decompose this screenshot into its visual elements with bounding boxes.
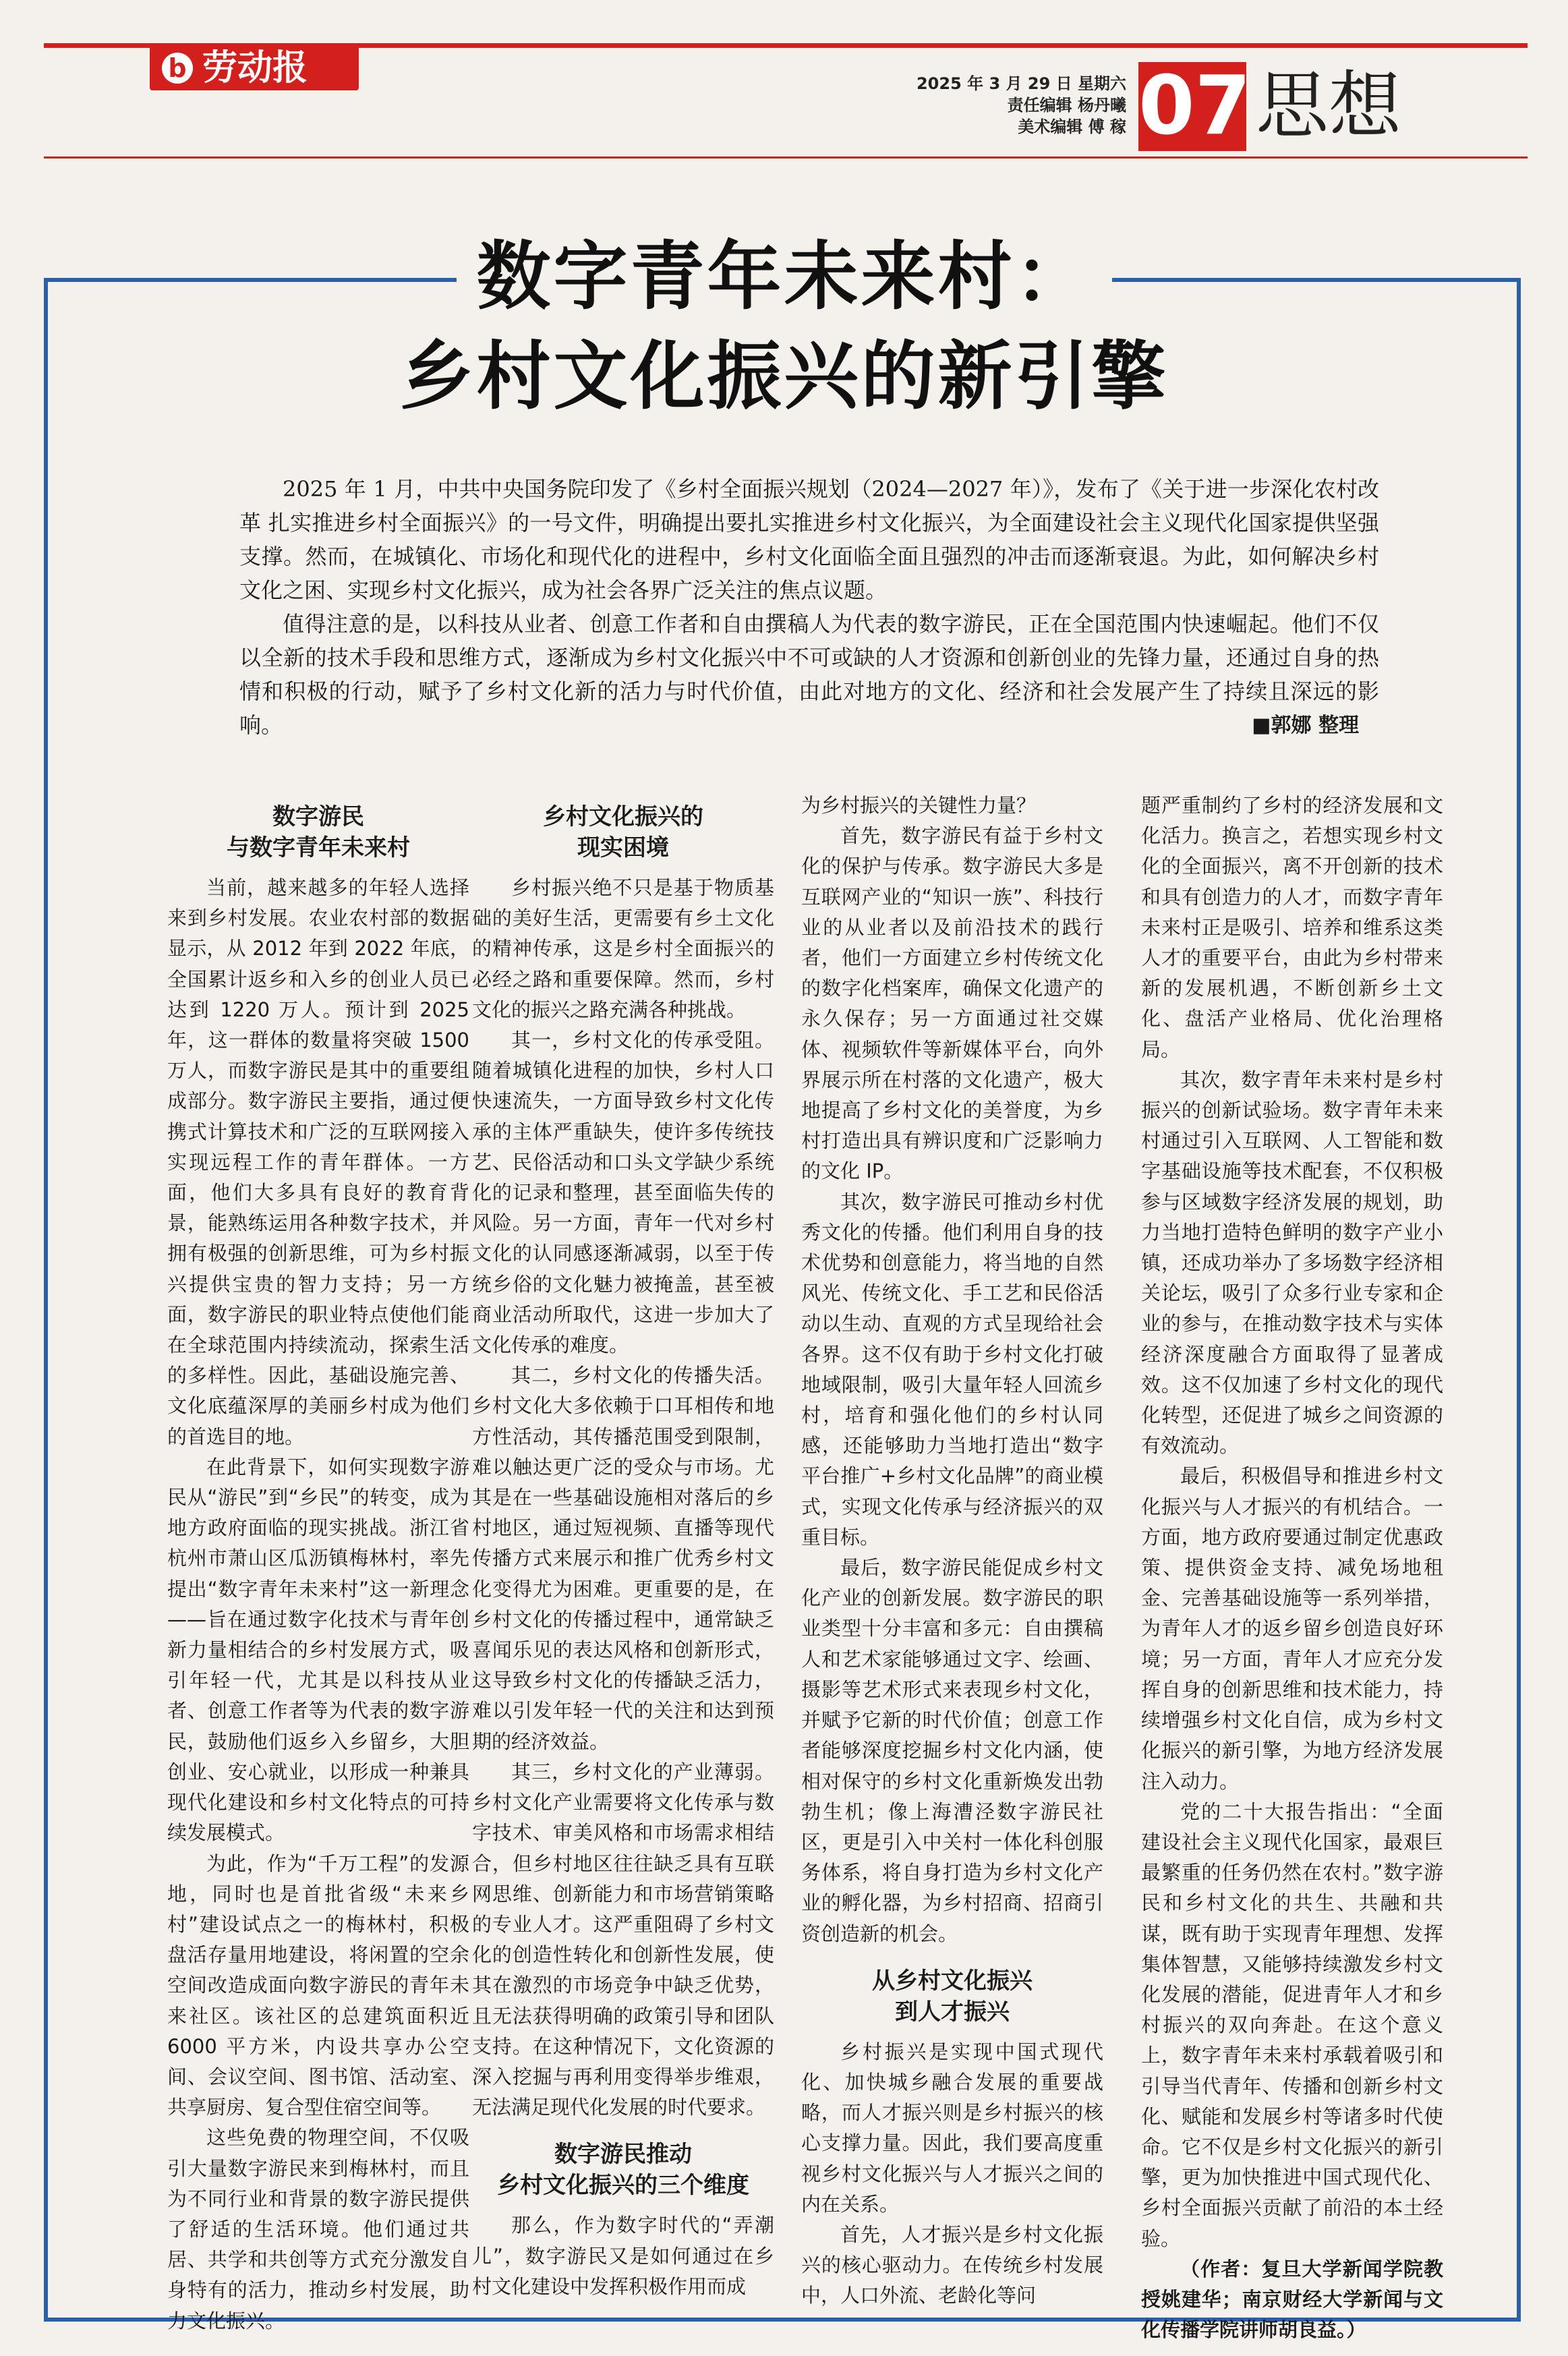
page-number: 07 (1138, 59, 1251, 153)
title-line-2: 乡村文化振兴的新引擎 (0, 317, 1568, 424)
art-editor-line: 美术编辑 傅 稼 (1018, 117, 1126, 136)
section-heading: 数字游民推动 乡村文化振兴的三个维度 (497, 2141, 749, 2200)
author-note: （作者：复旦大学新闻学院教授姚建华；南京财经大学新闻与文化传播学院讲师胡良益。） (1141, 2257, 1443, 2342)
body-paragraph: 首先，数字游民有益于乡村文化的保护与传承。数字游民大多是互联网产业的“知识一族”、科技行业的从业者以及前沿技术的践行者，他们一方面建立乡村传统文化的数字化档案库，确保文化遗产的永久保存；另一方面通过社交媒体、视频软件等新媒体平台，向外界展示所在村落的文化遗产，极大地提高了乡村文化的美誉度，为乡村打造出具有辨识度和广泛影响力的文化 IP。 (801, 824, 1103, 1183)
title-line-1: 数字青年未来村： (0, 217, 1568, 324)
body-paragraph: 那么，作为数字时代的“弄潮儿”，数字游民又是如何通过在乡村文化建设中发挥积极作用而成 (472, 2214, 774, 2298)
body-paragraph: 乡村振兴是实现中国式现代化、加快城乡融合发展的重要战略，而人才振兴则是乡村振兴的核心支撑力量。因此，我们要高度重视乡村文化振兴与人才振兴之间的内在关系。 (801, 2040, 1103, 2216)
intro-paragraph: 2025 年 1 月，中共中央国务院印发了《乡村全面振兴规划（2024—2027 年）》，发布了《关于进一步深化农村改革 扎实推进乡村全面振兴》的一号文件，明确提出要扎实推进乡村文化振兴，为全面建设社会主义现代化国家提供坚强支撑。然而，在城镇化、市场化和现代化的进程中，乡村文化面临全面且强烈的冲击而逐渐衰退。为此，如何解决乡村文化之困、实现乡村文化振兴，成为社会各界广泛关注的焦点议题。 (239, 476, 1379, 603)
intro-paragraph: 值得注意的是，以科技从业者、创意工作者和自由撰稿人为代表的数字游民，正在全国范围内快速崛起。他们不仅以全新的技术手段和思维方式，逐渐成为乡村文化振兴中不可或缺的人才资源和创新创业的先锋力量，还通过自身的热情和积极的行动，赋予了乡村文化新的活力与时代价值，由此对地方的文化、经济和社会发展产生了持续且深远的影响。 (239, 611, 1379, 738)
column-4 (1141, 791, 1443, 2345)
body-paragraph: 其三，乡村文化的产业薄弱。乡村文化产业需要将文化传承与数字技术、审美风格和市场需求相结合，但乡村地区往往缺乏具有互联网思维、创新能力和市场营销策略的专业人才。这严重阻碍了乡村文化的创造性转化和创新性发展，使其在激烈的市场竞争中缺乏优势，且无法获得明确的政策引导和团队支持。在这种情况下，文化资源的深入挖掘与再利用变得举步维艰，无法满足现代化发展的时代要求。 (472, 1760, 774, 2119)
body-paragraph: 在此背景下，如何实现数字游民从“游民”到“乡民”的转变，成为地方政府面临的现实挑战。浙江省杭州市萧山区瓜沥镇梅林村，率先提出“数字青年未来村”这一新理念——旨在通过数字化技术与青年创新力量相结合的乡村发展方式，吸引年轻一代，尤其是以科技从业者、创意工作者等为代表的数字游民，鼓励他们返乡入乡留乡，大胆创业、安心就业，以形成一种兼具现代化建设和乡村文化特点的可持续发展模式。 (167, 1455, 469, 1845)
body-paragraph: 这些免费的物理空间，不仅吸引大量数字游民来到梅林村，而且为不同行业和背景的数字游民提供了舒适的生活环境。他们通过共居、共学和共创等方式充分激发自身特有的活力，推动乡村发展，助力文化振兴。 (167, 2126, 469, 2332)
section-heading: 乡村文化振兴的 现实困境 (543, 803, 703, 861)
body-lead: 为乡村振兴的关键性力量？ (801, 794, 1037, 817)
byline: ■郭娜 整理 (1252, 714, 1359, 737)
body-paragraph: 最后，积极倡导和推进乡村文化振兴与人才振兴的有机结合。一方面，地方政府要通过制定优惠政策、提供资金支持、减免场地租金、完善基础设施等一系列举措，为青年人才的返乡留乡创造良好环境；另一方面，青年人才应充分发挥自身的创新思维和技术能力，持续增强乡村文化自信，成为乡村文化振兴的新引擎，为地方经济发展注入动力。 (1141, 1464, 1443, 1793)
logo-b-icon: b (162, 53, 193, 84)
editor-line: 责任编辑 杨丹曦 (1007, 96, 1126, 115)
body-paragraph: 最后，数字游民能促成乡村文化产业的创新发展。数字游民的职业类型十分丰富和多元：自由撰稿人和艺术家能够通过文字、绘画、摄影等艺术形式来表现乡村文化，并赋予它新的时代价值；创意工作者能够深度挖掘乡村文化内涵，使相对保守的乡村文化重新焕发出勃勃生机；像上海漕泾数字游民社区，更是引入中关村一体化科创服务体系，将自身打造为乡村文化产业的孵化器，为乡村招商、招商引资创造新的机会。 (801, 1556, 1103, 1945)
section-heading: 数字游民 与数字青年未来村 (227, 803, 410, 861)
section-heading: 从乡村文化振兴 到人才振兴 (872, 1967, 1033, 2025)
body-paragraph: 为此，作为“千万工程”的发源地，同时也是首批省级“未来乡村”建设试点之一的梅林村，积极盘活存量用地建设，将闲置的空余空间改造成面向数字游民的青年未来社区。该社区的总建筑面积近 6000 平方米，内设共享办公空间、会议空间、图书馆、活动室、共享厨房、复合型住宿空间等。 (167, 1851, 469, 2119)
column-1 (167, 796, 469, 2336)
article-intro (239, 472, 1379, 742)
body-paragraph: 乡村振兴绝不只是基于物质基础的美好生活，更需要有乡土文化的精神传承，这是乡村全面振兴的必经之路和重要保障。然而，乡村文化的振兴之路充满各种挑战。 (472, 876, 774, 1021)
masthead-meta (917, 73, 1126, 138)
section-name: 思想 (1256, 64, 1402, 148)
header-rule (44, 156, 1528, 159)
paper-logo (150, 46, 359, 90)
body-lead: 题严重制约了乡村的经济发展和文化活力。换言之，若想实现乡村文化的全面振兴，离不开创新的技术和具有创造力的人才，而数字青年未来村正是吸引、培养和维系这类人才的重要平台，由此为乡村带来新的发展机遇，不断创新乡土文化、盘活产业格局、优化治理格局。 (1141, 794, 1443, 1061)
body-paragraph: 其次，数字青年未来村是乡村振兴的创新试验场。数字青年未来村通过引入互联网、人工智能和数字基础设施等技术配套，不仅积极参与区域数字经济发展的规划，助力当地打造特色鲜明的数字产业小镇，还成功举办了多场数字经济相关论坛，吸引了众多行业专家和企业的参与，在推动数字技术与实体经济深度融合方面取得了显著成效。这不仅加速了乡村文化的现代化转型，还促进了城乡之间资源的有效流动。 (1141, 1068, 1443, 1458)
date-line: 2025 年 3 月 29 日 星期六 (916, 74, 1126, 93)
body-paragraph: 首先，人才振兴是乡村文化振兴的核心驱动力。在传统乡村发展中，人口外流、老龄化等问 (801, 2222, 1103, 2307)
body-paragraph: 其次，数字游民可推动乡村优秀文化的传播。他们利用自身的技术优势和创意能力，将当地的自然风光、传统文化、手工艺和民俗活动以生动、直观的方式呈现给社会各界。这不仅有助于乡村文化打破地域限制，吸引大量年轻人回流乡村，培育和强化他们的乡村认同感，还能够助力当地打造出“数字平台推广+乡村文化品牌”的商业模式，实现文化传承与经济振兴的双重目标。 (801, 1190, 1103, 1549)
body-paragraph: 其一，乡村文化的传承受阻。随着城镇化进程的加快，乡村人口快速流失，一方面导致乡村文化传承的主体严重缺失，使许多传统技艺、民俗活动和口头文学缺少系统化的记录和整理，甚至面临失传的风险。另一方面，青年一代对乡村文化的认同感逐渐减弱，以至于传统乡俗的文化魅力被掩盖，甚至被商业活动所取代，这进一步加大了文化传承的难度。 (472, 1029, 774, 1357)
body-paragraph: 当前，越来越多的年轻人选择来到乡村发展。农业农村部的数据显示，从 2012 年到 2022 年底，全国累计返乡和入乡的创业人员已达到 1220 万人。预计到 2025 年，这一群体的数量将突破 1500 万人，而数字游民是其中的重要组成部分。数字游民主要指，通过便携式计算技术和广泛的互联网接入实现远程工作的青年群体。一方面，他们大多具有良好的教育背景，能熟练运用各种数字技术，并拥有极强的创新思维，可为乡村振兴提供宝贵的智力支持；另一方面，数字游民的职业特点使他们能在全球范围内持续流动，探索生活的多样性。因此，基础设施完善、文化底蕴深厚的美丽乡村成为他们的首选目的地。 (167, 876, 469, 1448)
column-3 (801, 791, 1103, 2311)
column-2 (472, 796, 774, 2302)
body-paragraph: 党的二十大报告指出：“全面建设社会主义现代化国家，最艰巨最繁重的任务仍然在农村。”数字游民和乡村文化的共生、共融和共谋，既有助于实现青年理想、发挥集体智慧，又能够持续激发乡村文化发展的潜能，促进青年人才和乡村振兴的双向奔赴。在这个意义上，数字青年未来村承载着吸引和引导当代青年、传播和创新乡村文化、赋能和发展乡村等诸多时代使命。它不仅是乡村文化振兴的新引擎，更为加快推进中国式现代化、乡村全面振兴贡献了前沿的本土经验。 (1141, 1800, 1443, 2250)
paper-name: 劳动报 (202, 47, 308, 88)
body-paragraph: 其二，乡村文化的传播失活。乡村文化大多依赖于口耳相传和地方性活动，其传播范围受到限制，难以触达更广泛的受众与市场。尤其是在一些基础设施相对落后的乡村地区，通过短视频、直播等现代传播方式来展示和推广优秀乡村文化变得尤为困难。更重要的是，在乡村文化的传播过程中，通常缺乏喜闻乐见的表达风格和创新形式，这导致乡村文化的传播缺乏活力，难以引发年轻一代的关注和达到预期的经济效益。 (472, 1364, 774, 1753)
